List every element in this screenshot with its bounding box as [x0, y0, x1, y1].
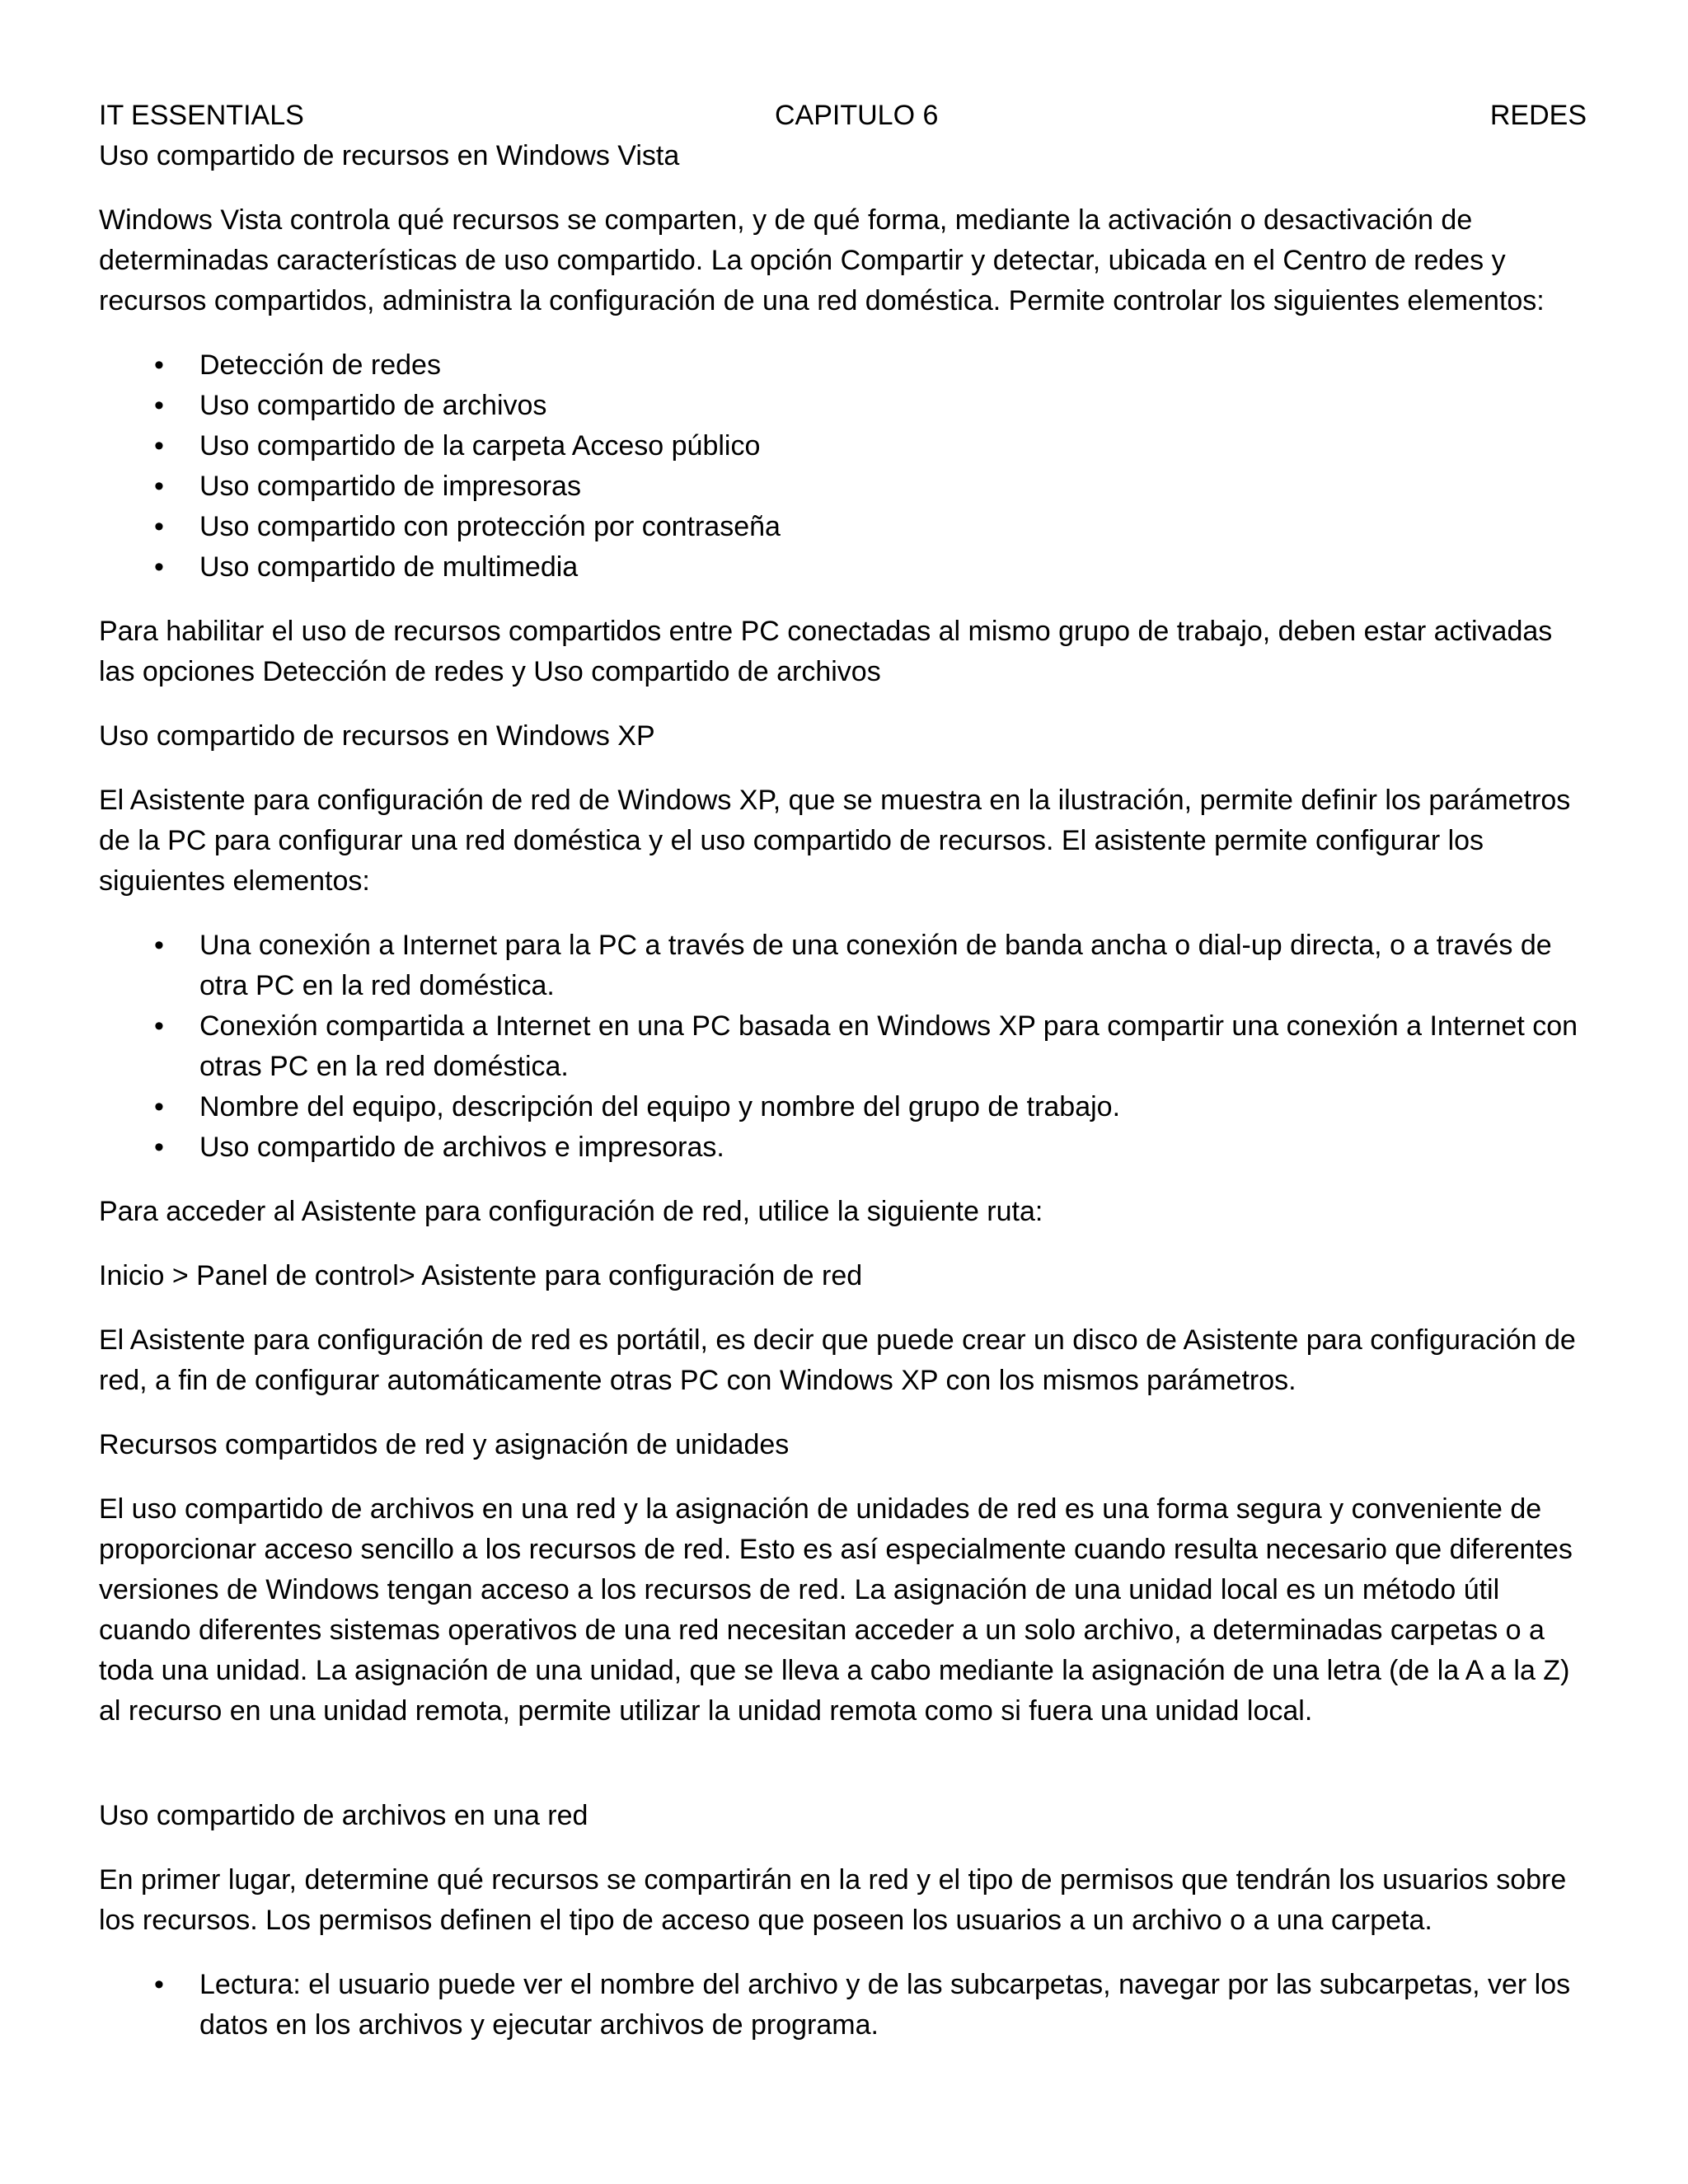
- bullet-icon: •: [154, 430, 164, 462]
- permissions-list: [99, 1965, 1587, 2046]
- section-title-xp: Uso compartido de recursos en Windows XP: [99, 720, 655, 752]
- bullet-icon: •: [154, 471, 164, 502]
- blank-line: [99, 1755, 1587, 1796]
- list-item: • Nombre del equipo, descripción del equipo y nombre del grupo de trabajo.: [99, 1087, 1587, 1127]
- list-item: • Detección de redes: [99, 345, 1587, 386]
- bullet-icon: •: [154, 511, 164, 542]
- list-item: • Uso compartido con protección por contraseña: [99, 507, 1587, 547]
- section-title-file-sharing: Uso compartido de archivos en una red: [99, 1800, 588, 1831]
- bullet-icon: •: [154, 349, 164, 381]
- list-item: • Uso compartido de impresoras: [99, 466, 1587, 507]
- list-item: • Conexión compartida a Internet en una PC basada en Windows XP para compartir una conexión a Internet con otras PC en la red doméstica.: [99, 1006, 1587, 1087]
- header-topic: REDES: [1489, 100, 1587, 131]
- document-page: [99, 96, 1587, 2069]
- list-item: • Uso compartido de archivos: [99, 386, 1587, 426]
- file-sharing-intro-paragraph: En primer lugar, determine qué recursos se compartirán en la red y el tipo de permisos que tendrán los usuarios sobre los recursos. Los permisos definen el tipo de acceso que poseen los usuarios a un archivo o a una carpeta.: [99, 1864, 1567, 1936]
- vista-features-list: [99, 345, 1587, 588]
- list-item: • Una conexión a Internet para la PC a través de una conexión de banda ancha o dial-up directa, o a través de otra PC en la red doméstica.: [99, 926, 1587, 1006]
- bullet-icon: •: [154, 1010, 164, 1042]
- section-title-network-drives: Recursos compartidos de red y asignación de unidades: [99, 1429, 790, 1460]
- xp-path-paragraph: Inicio > Panel de control> Asistente para configuración de red: [99, 1260, 863, 1291]
- list-item: • Uso compartido de multimedia: [99, 547, 1587, 588]
- bullet-icon: •: [154, 551, 164, 583]
- list-item: • Lectura: el usuario puede ver el nombre del archivo y de las subcarpetas, navegar por las subcarpetas, ver los datos en los archivos y ejecutar archivos de programa.: [99, 1965, 1587, 2046]
- xp-intro-paragraph: El Asistente para configuración de red de Windows XP, que se muestra en la ilustración, permite definir los parámetros de la PC para configurar una red doméstica y el uso compartido de recursos. El asistente permite configurar los siguientes elementos:: [99, 785, 1571, 897]
- xp-portable-paragraph: El Asistente para configuración de red es portátil, es decir que puede crear un disco de Asistente para configuración de red, a fin de configurar automáticamente otras PC con Windows XP con los mismos parámetros.: [99, 1324, 1576, 1396]
- bullet-icon: •: [154, 390, 164, 421]
- bullet-icon: •: [154, 1091, 164, 1122]
- vista-intro-paragraph: Windows Vista controla qué recursos se comparten, y de qué forma, mediante la activación o desactivación de determinadas características de uso compartido. La opción Compartir y detectar, ubicada en el Centro de redes y recursos compartidos, administra la configuración de una red doméstica. Permite controlar los siguientes elementos:: [99, 204, 1545, 316]
- list-item: • Uso compartido de archivos e impresoras.: [99, 1127, 1587, 1168]
- bullet-icon: •: [154, 930, 164, 961]
- network-drives-paragraph: El uso compartido de archivos en una red y la asignación de unidades de red es una forma segura y conveniente de proporcionar acceso sencillo a los recursos de red. Esto es así especialmente cuando resulta necesario que diferentes versiones de Windows tengan acceso a los recursos de red. La asignación de una unidad local es un método útil cuando diferentes sistemas operativos de una red necesitan acceder a un solo archivo, a determinadas carpetas o a toda una unidad. La asignación de una unidad, que se lleva a cabo mediante la asignación de una letra (de la A a la Z) al recurso en una unidad remota, permite utilizar la unidad remota como si fuera una unidad local.: [99, 1493, 1573, 1727]
- bullet-icon: •: [154, 1132, 164, 1163]
- vista-outro-paragraph: Para habilitar el uso de recursos compartidos entre PC conectadas al mismo grupo de trabajo, deben estar activadas las opciones Detección de redes y Uso compartido de archivos: [99, 616, 1553, 687]
- header-course: IT ESSENTIALS: [99, 100, 304, 131]
- header-chapter: CAPITULO 6: [775, 100, 939, 131]
- xp-features-list: [99, 926, 1587, 1168]
- xp-access-paragraph: Para acceder al Asistente para configuración de red, utilice la siguiente ruta:: [99, 1196, 1043, 1227]
- list-item: • Uso compartido de la carpeta Acceso público: [99, 426, 1587, 466]
- page-header: [99, 96, 1587, 136]
- bullet-icon: •: [154, 1969, 164, 2000]
- section-title-vista: Uso compartido de recursos en Windows Vista: [99, 140, 680, 171]
